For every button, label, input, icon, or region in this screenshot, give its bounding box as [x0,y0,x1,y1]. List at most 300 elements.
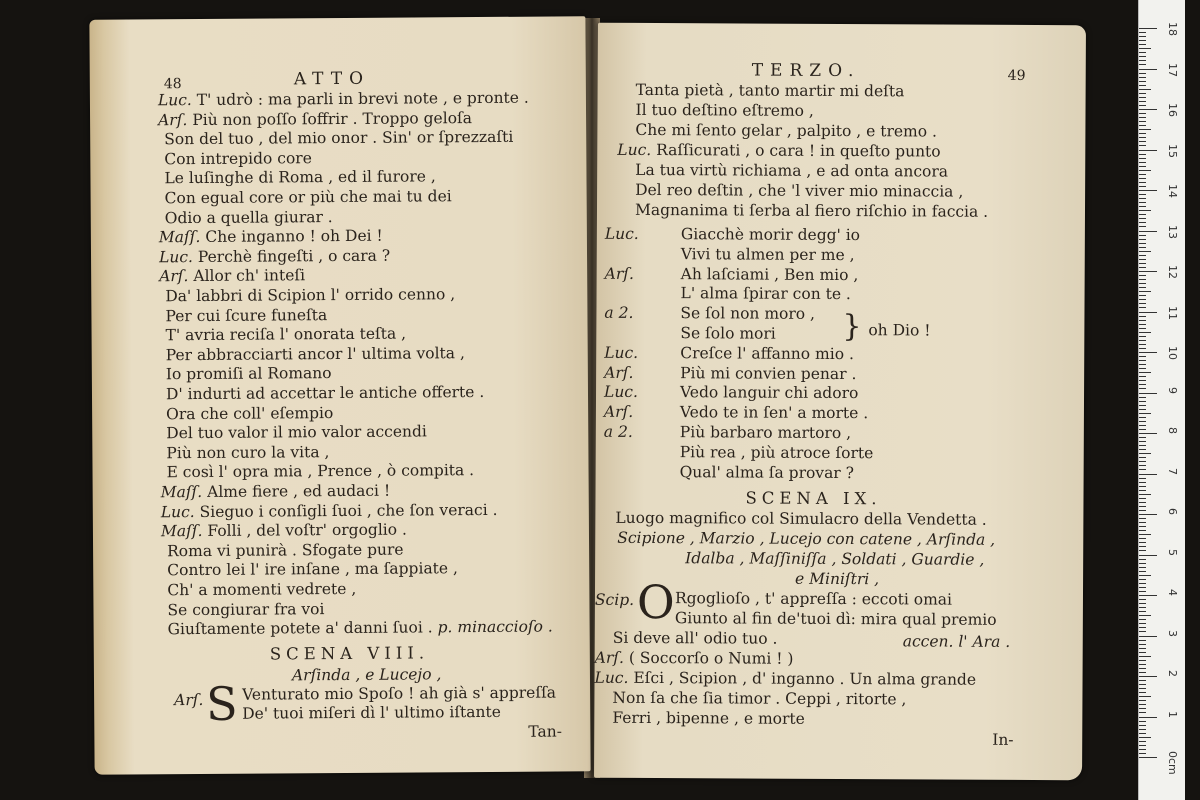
ruler-tick [1139,336,1146,337]
speech-text: Le luſinghe di Roma , ed il furore , [164,167,436,188]
ruler-tick [1139,749,1146,750]
ruler-tick [1139,360,1146,361]
ruler-tick [1139,482,1146,483]
ruler-tick [1139,494,1151,495]
ruler-number: 11 [1166,305,1179,320]
text-line: De' tuoi miſeri dì l' ultimo iſtante [242,702,501,723]
speech-text: Eſci , Scipion , d' inganno . Un alma grande [628,668,977,689]
speech-text: Del tuo valor il mio valor accendi [166,422,427,443]
text-line [158,89,529,110]
ruler-number: 16 [1166,103,1179,117]
ruler-tick [1139,125,1146,126]
ruler-tick [1139,137,1146,138]
scene-cast: Arſinda , e Lucejo , [291,665,442,685]
ruler-tick [1139,660,1146,661]
ruler-tick [1139,425,1146,426]
ruler-number: 3 [1166,629,1179,637]
text-line: La tua virtù richiama , e ad onta ancora [635,160,949,181]
ruler-tick [1139,328,1146,329]
ruler-tick [1139,231,1157,232]
ruler-tick [1139,518,1146,519]
speaker-label: Maſſ. [158,228,201,247]
ruler-tick [1139,267,1146,268]
text-line: Se ſolo mori [680,324,776,343]
ruler-tick [1139,251,1151,252]
ruler-tick [1139,36,1146,37]
ruler-tick [1139,413,1151,414]
text-line [165,306,327,325]
ruler-tick [1139,393,1157,394]
ruler-tick [1139,437,1146,438]
text-line [166,443,329,462]
text-line: Venturato mio Spoſo ! ah già s' appreſſa [242,683,557,704]
speech-text: Ch' a momenti vedrete , [167,579,357,600]
speaker-label: Luc. [594,668,629,687]
ruler-tick [1139,729,1146,730]
ruler-tick [1139,631,1146,632]
ruler-tick [1139,352,1157,353]
ruler-tick [1139,591,1146,592]
speaker-label: Luc. [158,247,193,267]
ruler-number: 10 [1166,346,1179,360]
text-line [166,383,484,403]
text-line: Ferri , bipenne , e morte [612,708,805,728]
ruler-tick [1139,619,1146,620]
ruler-tick [1139,465,1146,466]
ruler-number: 18 [1166,22,1179,36]
ruler-number: 4 [1166,589,1179,596]
measurement-ruler [1138,0,1185,800]
ruler-tick [1139,688,1146,689]
ruler-tick [1139,526,1146,527]
ruler-tick [1139,166,1146,167]
text-line [161,521,407,541]
ruler-tick [1139,498,1146,499]
speech-text: Raſſicurati , o cara ! in queſto punto [651,141,941,161]
ruler-tick [1139,222,1146,223]
scene-cast: Scipione , Marzio , Lucejo con catene , Arſinda , [617,528,996,549]
ruler-tick [1139,599,1146,600]
text-line [166,364,332,383]
right-page [594,23,1086,781]
ruler-number: 13 [1166,224,1179,239]
ruler-tick [1139,676,1157,677]
ruler-tick [1139,656,1151,657]
text-line [617,141,940,161]
ruler-tick [1139,376,1146,377]
ruler-tick [1139,717,1157,718]
ruler-tick [1139,320,1146,321]
ruler-tick [1139,48,1151,49]
text-line: Vedo te in ſen' a morte . [679,403,869,423]
text-line [166,404,333,423]
ruler-tick [1139,563,1146,564]
text-line: Più barbaro martoro , [679,423,852,443]
ruler-tick [1139,510,1146,511]
ruler-tick [1139,542,1146,543]
speech-text: D' indurti ad accettar le antiche offerte . [165,382,485,404]
ruler-tick [1139,397,1146,398]
ruler-tick [1139,239,1146,240]
speech-text: Roma vi punirà . Sfogate pure [167,540,404,561]
ruler-tick [1139,162,1146,163]
ruler-tick [1139,441,1146,442]
ruler-tick [1139,409,1146,410]
ruler-tick [1139,154,1146,155]
page-number: 49 [1007,67,1026,84]
text-line: Creſce l' affanno mio . [680,343,854,363]
speech-text: Io promiſi al Romano [165,364,332,384]
ruler-tick [1139,332,1151,333]
ruler-tick [1139,255,1146,256]
text-line: Giunto al fin de'tuoi dì: mira qual premio [674,609,997,629]
text-line: Giacchè morir degg' io [680,225,861,245]
scene-cast: Idalba , Maſſiniſſa , Soldati , Guardie , [685,549,985,569]
text-line: Più mi convien penar . [680,363,857,383]
ruler-tick [1139,636,1157,637]
text-line [159,267,305,286]
ruler-tick [1139,522,1146,523]
ruler-tick [1139,44,1146,45]
text-line [164,168,435,188]
ruler-tick [1139,150,1157,151]
ruler-tick [1139,226,1146,227]
ruler-tick [1139,271,1157,272]
text-line [164,149,312,168]
ruler-tick [1139,356,1146,357]
ruler-tick [1139,32,1146,33]
ruler-tick [1139,623,1146,624]
ruler-tick [1139,198,1146,199]
speaker-label: Scip. [594,590,635,609]
ruler-tick [1139,684,1146,685]
text-line [165,208,333,227]
text-line [166,423,427,443]
ruler-tick [1139,52,1146,53]
ruler-tick [1139,692,1146,693]
speaker-label: Arſ. [174,690,204,710]
text-line: Se ſol non moro , [680,304,816,324]
speech-text: Odio a quella giurar . [164,207,333,227]
text-line: Ah laſciami , Ben mio , [680,264,859,284]
ruler-tick [1139,178,1146,179]
ruler-tick [1139,672,1146,673]
ruler-tick [1139,583,1146,584]
ruler-tick [1139,530,1146,531]
ruler-tick [1139,469,1146,470]
ruler-tick [1139,182,1146,183]
text-line: Più rea , più atroce ſorte [679,442,874,462]
running-header: ATTO [293,68,371,90]
speech-text: Per cui ſcure funeſta [165,305,328,325]
ruler-tick [1139,194,1146,195]
ruler-tick [1139,69,1157,70]
ruler-tick [1139,97,1146,98]
ruler-tick [1139,664,1146,665]
ruler-tick [1139,133,1146,134]
ruler-tick [1139,721,1146,722]
ruler-tick [1139,652,1146,653]
speech-text: Perchè fingeſti , o cara ? [192,246,391,266]
open-book [88,18,1088,788]
ruler-number: 7 [1166,467,1179,475]
ruler-tick [1139,316,1146,317]
ruler-tick [1139,368,1146,369]
speaker-label: Luc. [604,224,639,243]
ruler-tick [1139,340,1146,341]
ruler-tick [1139,668,1146,669]
ruler-tick [1139,502,1146,503]
speech-text: Per abbracciarti ancor l' ultima volta , [165,343,465,365]
ruler-tick [1139,158,1146,159]
ruler-tick [1139,287,1146,288]
ruler-tick [1139,28,1157,29]
scene-title: SCENA VIII. [269,643,430,664]
scene-title: SCENA IX. [745,488,882,509]
ruler-tick [1139,680,1146,681]
ruler-number: 17 [1166,62,1179,77]
speaker-label: Arſ. [603,402,634,422]
speaker-label: Luc. [604,343,639,362]
text-line [167,580,356,599]
text-line: Vivi tu almen per me , [680,244,855,264]
speaker-label: Arſ. [604,264,634,283]
ruler-tick [1139,214,1146,215]
speech-text: Più non poſſo ſoffrir . Troppo geloſa [187,108,473,129]
text-line [161,482,391,502]
text-line: Rgoglioſo , t' appreſſa : eccoti omai [674,589,953,609]
speech-text: Che inganno ! oh Dei ! [200,226,383,247]
brace: } [842,309,862,345]
ruler-tick [1139,753,1146,754]
ruler-tick [1139,81,1146,82]
ruler-number: 14 [1166,184,1179,198]
speech-text: T' udrò : ma parli in brevi note , e pronte . [191,88,529,110]
ruler-tick [1139,648,1146,649]
ruler-number: 2 [1166,670,1179,677]
running-header: TERZO. [751,60,861,82]
ruler-tick [1139,129,1151,130]
ruler-tick [1139,546,1146,547]
ruler-tick [1139,40,1146,41]
ruler-tick [1139,384,1146,385]
ruler-tick [1139,109,1157,110]
catchword: Tan- [528,722,563,741]
ruler-tick [1139,186,1146,187]
speech-text: E così l' opra mia , Prence , ò compita . [166,461,475,482]
ruler-tick [1139,429,1146,430]
ruler-tick [1139,243,1146,244]
ruler-tick [1139,559,1146,560]
speech-text: Sieguo i conſigli ſuoi , che ſon veraci . [194,500,498,521]
speaker-label: a 2. [603,422,633,441]
ruler-tick [1139,550,1146,551]
ruler-tick [1139,73,1146,74]
ruler-tick [1139,299,1146,300]
ruler-tick [1139,190,1157,191]
text-line [159,246,390,266]
text-line [165,187,452,207]
speech-text: Allor ch' inteſi [188,266,306,286]
catchword: In- [992,730,1014,749]
ruler-tick [1139,514,1157,515]
ruler-tick [1139,291,1151,292]
ruler-tick [1139,737,1151,738]
ruler-tick [1139,388,1146,389]
ruler-tick [1139,445,1146,446]
ruler-tick [1139,474,1157,475]
text-line: Si deve all' odio tuo . [612,628,778,648]
ruler-tick [1139,607,1146,608]
ruler-tick [1139,696,1151,697]
ruler-tick [1139,348,1146,349]
ruler-tick [1139,56,1146,57]
ruler-tick [1139,457,1146,458]
speaker-label: Luc. [157,91,192,110]
ruler-number: 9 [1166,386,1179,394]
ruler-number: 6 [1166,508,1179,515]
ruler-tick [1139,380,1146,381]
ruler-tick [1139,344,1146,345]
ruler-tick [1139,490,1146,491]
ruler-tick [1139,741,1146,742]
ruler-tick [1139,121,1146,122]
ruler-tick [1139,364,1146,365]
ruler-tick [1139,538,1146,539]
ruler-tick [1139,579,1146,580]
text-line [164,128,513,148]
text-line [595,669,977,689]
text-line: Magnanima ti ſerba al fiero riſchio in faccia . [634,200,989,221]
ruler-tick [1139,64,1146,65]
ruler-tick [1139,210,1151,211]
ruler-tick [1139,571,1146,572]
ruler-tick [1139,433,1157,434]
speech-text: ( Soccorſo o Numi ! ) [623,648,794,668]
ruler-tick [1139,170,1151,171]
text-line [159,227,383,247]
ruler-tick [1139,247,1146,248]
speaker-label: Luc. [603,383,638,402]
text-line [166,344,465,364]
ruler-tick [1139,113,1146,114]
text-line: Qual' alma ſa provar ? [679,462,855,482]
ruler-tick [1139,567,1146,568]
ruler-tick [1139,206,1146,207]
stage-direction: accen. l' Ara . [902,632,1011,651]
ruler-tick [1139,235,1146,236]
ruler-number: 15 [1166,143,1179,158]
speech-text: Alme fiere , ed audaci ! [202,481,391,501]
ruler-tick [1139,486,1146,487]
ruler-tick [1139,307,1146,308]
text-line [166,325,407,345]
speaker-label: Arſ. [594,648,624,667]
text-line [166,461,474,481]
ruler-tick [1139,93,1146,94]
ruler-number: 1 [1166,710,1179,718]
ruler-tick [1139,77,1146,78]
speaker-label: Arſ. [158,110,188,129]
speech-text: Da' labbri di Scipion l' orrido cenno , [165,285,456,306]
ruler-tick [1139,141,1146,142]
ruler-tick [1139,202,1146,203]
speaker-label: a 2. [604,303,634,323]
ruler-tick [1139,263,1146,264]
speaker-label: Luc. [617,140,652,160]
ruler-number: 5 [1166,548,1179,556]
ruler-tick [1139,145,1146,146]
text-line [161,500,498,520]
speaker-label: Luc. [160,502,195,521]
text-line: Il tuo deſtino eſtremo , [635,100,814,120]
drop-cap: S [205,676,238,731]
ruler-tick [1139,259,1146,260]
scene-cast: e Miniſtri , [795,569,880,589]
left-page [89,16,590,774]
speech-text: Son del tuo , del mio onor . Sin' or ſprezzaſti [164,127,514,149]
ruler-tick [1139,372,1151,373]
ruler-tick [1139,449,1146,450]
speech-text: Giuſtamente potete a' danni ſuoi . [167,618,438,639]
ruler-tick [1139,534,1151,535]
ruler-tick [1139,453,1151,454]
text-line [167,560,458,580]
ruler-tick [1139,627,1146,628]
speech-text: T' avria reciſa l' onorata teſta , [165,324,407,345]
text-line: L' alma ſpirar con te . [680,284,851,304]
text-line: Vedo languir chi adoro [679,383,859,403]
ruler-tick [1139,712,1146,713]
text-line: oh Dio ! [868,321,931,340]
scene-setting: Luogo magnifico col Simulacro della Vendetta . [615,508,987,529]
ruler-tick [1139,312,1157,313]
text-line [158,109,472,129]
speech-text: Più non curo la vita , [166,442,330,463]
ruler-tick [1139,295,1146,296]
ruler-number: 8 [1166,427,1179,434]
text-line [165,285,455,305]
ruler-tick [1139,708,1146,709]
ruler-tick [1139,89,1151,90]
speaker-label: Maſſ. [160,522,203,541]
text-line [167,600,324,619]
drop-cap: O [636,574,675,630]
ruler-tick [1139,218,1146,219]
speaker-label: Maſſ. [160,482,203,502]
ruler-tick [1139,575,1151,576]
ruler-tick [1139,101,1146,102]
ruler-tick [1139,405,1146,406]
ruler-tick [1139,174,1146,175]
ruler-tick [1139,401,1146,402]
speech-text: p. minaccioſo . [437,617,553,637]
ruler-tick [1139,603,1146,604]
ruler-tick [1139,303,1146,304]
ruler-tick [1139,611,1146,612]
speaker-label: Arſ. [159,267,189,286]
ruler-tick [1139,555,1157,556]
ruler-tick [1139,461,1146,462]
ruler-tick [1139,745,1146,746]
speaker-label: Arſ. [604,363,634,382]
speech-text: Con intrepido core [164,148,312,169]
speech-text: Folli , del voſtr' orgoglio . [202,520,407,541]
ruler-tick [1139,615,1151,616]
ruler-tick [1139,704,1146,705]
speech-text: Ora che coll' eſempio [166,403,334,423]
speech-text: Se congiurar fra voi [167,599,325,619]
